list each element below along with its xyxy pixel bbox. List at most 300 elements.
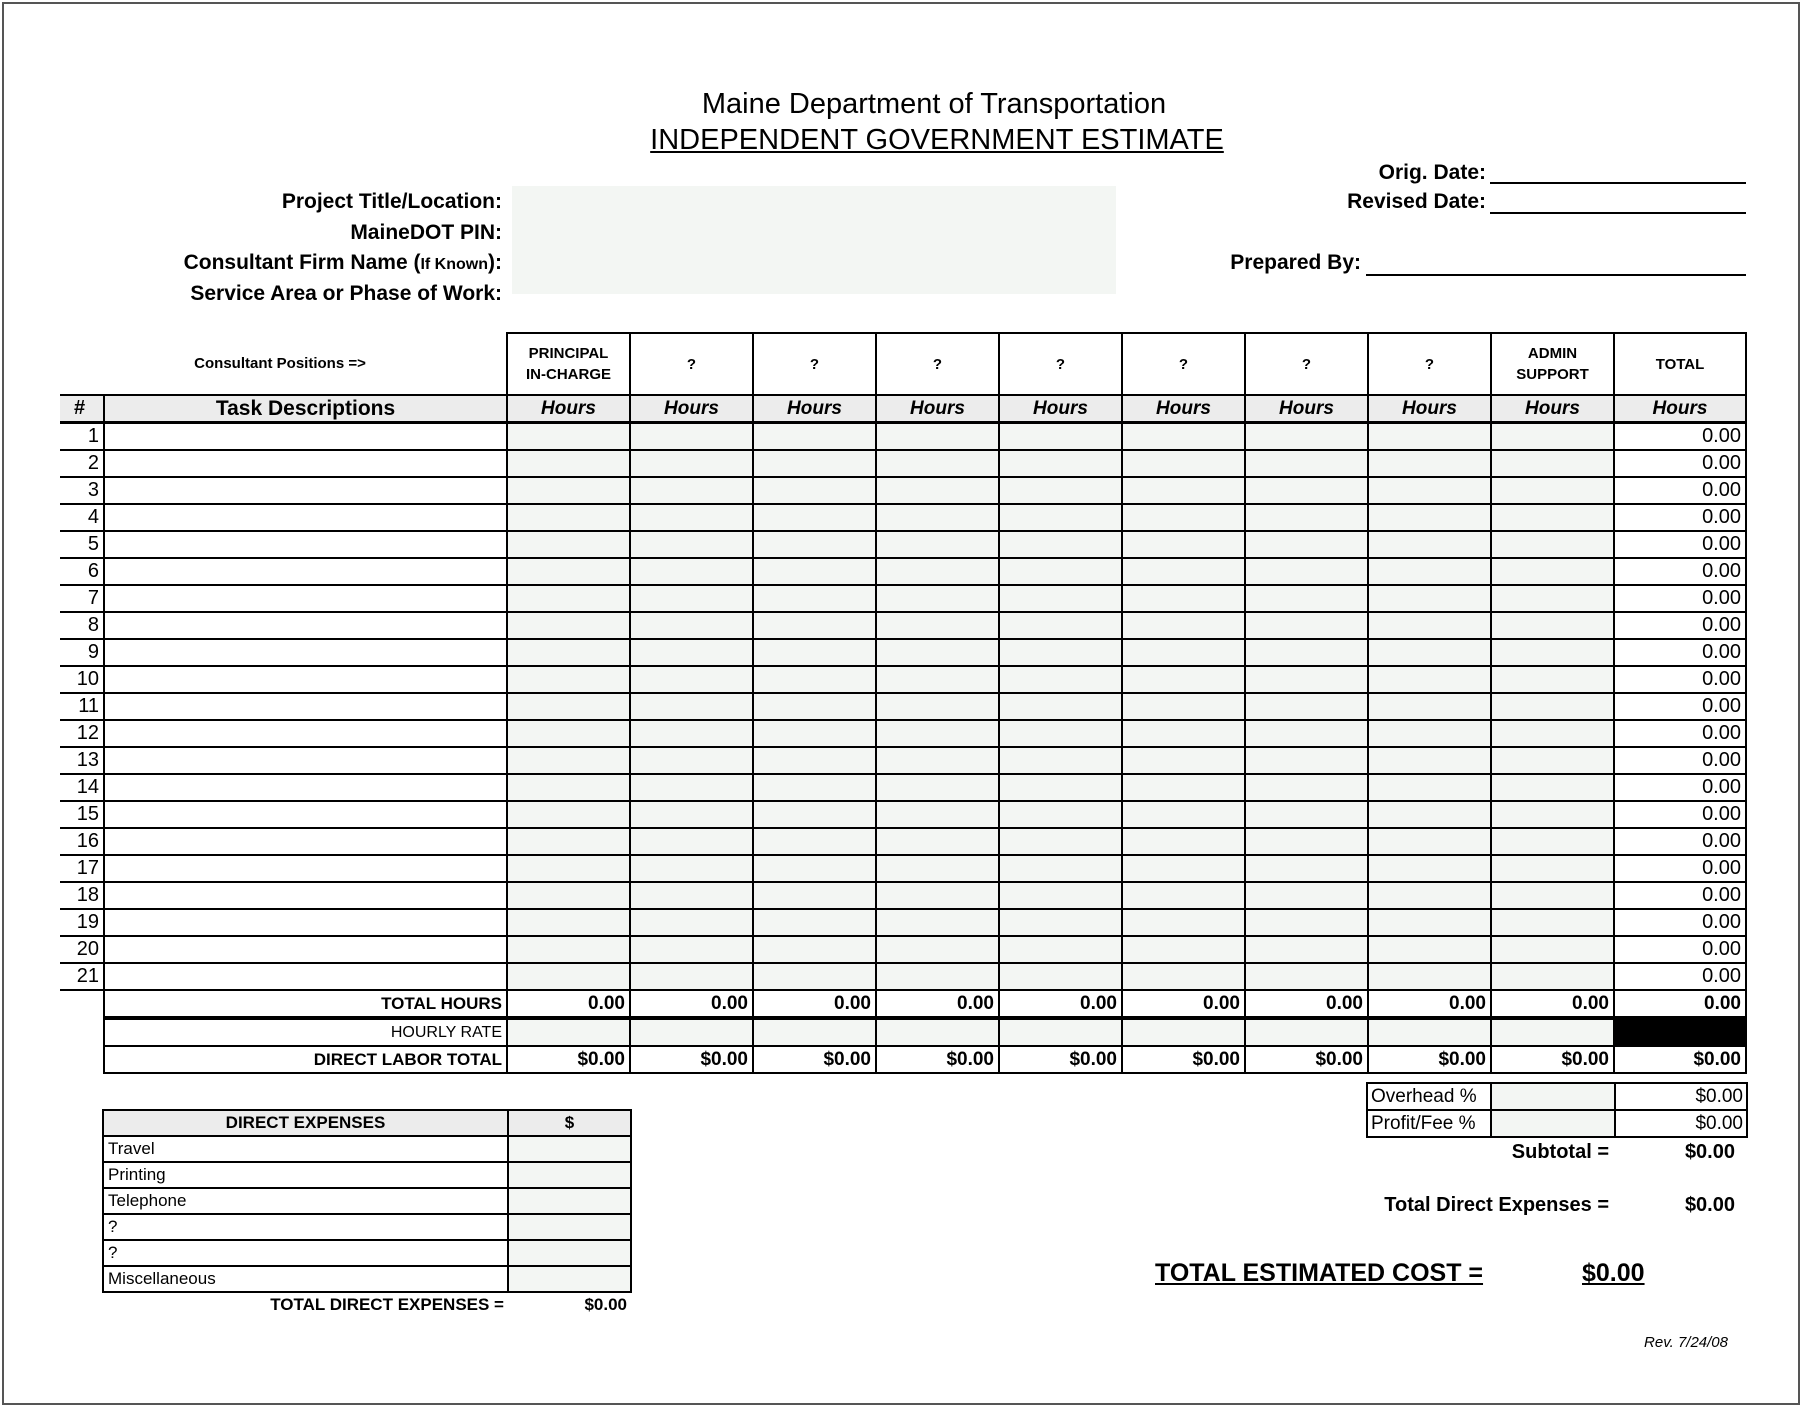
hours-input[interactable] — [1368, 693, 1491, 720]
hours-input[interactable] — [630, 747, 753, 774]
hours-input[interactable] — [1368, 720, 1491, 747]
task-description-input[interactable] — [104, 774, 507, 801]
project-title-label: Project Title/Location: — [281, 190, 502, 213]
hours-input[interactable] — [876, 504, 999, 531]
hourly-rate-input[interactable] — [999, 1018, 1122, 1046]
hours-input[interactable] — [630, 720, 753, 747]
hours-input[interactable] — [507, 531, 630, 558]
hourly-rate-input[interactable] — [753, 1018, 876, 1046]
hours-input[interactable] — [507, 423, 630, 451]
hours-input[interactable] — [1368, 666, 1491, 693]
hours-input[interactable] — [507, 801, 630, 828]
task-description-input[interactable] — [104, 747, 507, 774]
position-name: PRINCIPAL — [528, 345, 609, 362]
hours-input[interactable] — [1491, 558, 1614, 585]
position-header — [753, 333, 876, 395]
profit-value: $0.00 — [1615, 1110, 1747, 1137]
expense-amount-input[interactable] — [508, 1188, 631, 1214]
hours-unit-header: Hours — [507, 395, 630, 423]
total-hours-value: 0.00 — [1491, 990, 1614, 1018]
hours-input[interactable] — [507, 720, 630, 747]
row-number: 13 — [60, 747, 104, 774]
hours-input[interactable] — [507, 450, 630, 477]
row-total-hours: 0.00 — [1614, 477, 1746, 504]
hours-input[interactable] — [999, 720, 1122, 747]
hours-input[interactable] — [507, 909, 630, 936]
hours-input[interactable] — [1245, 963, 1368, 990]
hours-input[interactable] — [1122, 531, 1245, 558]
hours-input[interactable] — [507, 882, 630, 909]
hours-input[interactable] — [1245, 693, 1368, 720]
hours-input[interactable] — [1122, 558, 1245, 585]
task-row — [60, 855, 1746, 882]
hours-input[interactable] — [1491, 477, 1614, 504]
hours-input[interactable] — [876, 774, 999, 801]
hours-input[interactable] — [1122, 693, 1245, 720]
hours-input[interactable] — [1368, 423, 1491, 451]
task-description-input[interactable] — [104, 936, 507, 963]
hours-input[interactable] — [1368, 531, 1491, 558]
row-total-hours: 0.00 — [1614, 585, 1746, 612]
hours-input[interactable] — [1122, 504, 1245, 531]
hours-input[interactable] — [630, 666, 753, 693]
task-description-input[interactable] — [104, 828, 507, 855]
hours-input[interactable] — [1122, 639, 1245, 666]
hours-input[interactable] — [630, 531, 753, 558]
hours-input[interactable] — [1245, 558, 1368, 585]
task-description-input[interactable] — [104, 720, 507, 747]
hours-input[interactable] — [876, 585, 999, 612]
direct-labor-value: $0.00 — [1491, 1046, 1614, 1073]
task-row — [60, 612, 1746, 639]
hours-input[interactable] — [999, 612, 1122, 639]
hours-input[interactable] — [753, 504, 876, 531]
task-description-input[interactable] — [104, 612, 507, 639]
hours-input[interactable] — [753, 666, 876, 693]
hours-input[interactable] — [876, 612, 999, 639]
position-name: ? — [686, 355, 697, 373]
hours-input[interactable] — [1122, 450, 1245, 477]
hours-unit-header: Hours — [630, 395, 753, 423]
hours-input[interactable] — [507, 558, 630, 585]
hours-input[interactable] — [630, 882, 753, 909]
hours-input[interactable] — [753, 612, 876, 639]
direct-expenses-header: DIRECT EXPENSES — [103, 1110, 508, 1136]
hours-input[interactable] — [1491, 720, 1614, 747]
hours-unit-header: Hours — [1491, 395, 1614, 423]
direct-labor-value: $0.00 — [1245, 1046, 1368, 1073]
position-header — [1614, 333, 1746, 395]
hours-input[interactable] — [507, 612, 630, 639]
hours-input[interactable] — [1245, 936, 1368, 963]
hourly-rate-input[interactable] — [630, 1018, 753, 1046]
hours-input[interactable] — [1245, 612, 1368, 639]
task-row — [60, 882, 1746, 909]
total-hours-value: 0.00 — [999, 990, 1122, 1018]
hours-input[interactable] — [876, 639, 999, 666]
hours-input[interactable] — [999, 936, 1122, 963]
hours-input[interactable] — [1122, 747, 1245, 774]
expense-item-label: ? — [103, 1240, 508, 1266]
task-description-input[interactable] — [104, 639, 507, 666]
hours-input[interactable] — [999, 828, 1122, 855]
hours-input[interactable] — [1368, 747, 1491, 774]
hourly-rate-input[interactable] — [1491, 1018, 1614, 1046]
hours-input[interactable] — [876, 909, 999, 936]
expense-row — [103, 1162, 631, 1188]
hours-input[interactable] — [876, 666, 999, 693]
hours-input[interactable] — [1122, 423, 1245, 451]
task-row — [60, 693, 1746, 720]
form-title: INDEPENDENT GOVERNMENT ESTIMATE — [650, 124, 1224, 156]
hours-input[interactable] — [1368, 801, 1491, 828]
expense-amount-input[interactable] — [508, 1240, 631, 1266]
task-description-input[interactable] — [104, 963, 507, 990]
hours-input[interactable] — [753, 423, 876, 451]
hours-input[interactable] — [1122, 612, 1245, 639]
hours-input[interactable] — [1245, 828, 1368, 855]
hours-input[interactable] — [630, 801, 753, 828]
hours-input[interactable] — [999, 423, 1122, 451]
hours-input[interactable] — [753, 774, 876, 801]
hours-input[interactable] — [753, 882, 876, 909]
task-description-input[interactable] — [104, 882, 507, 909]
total-direct-expenses-value: $0.00 — [584, 1295, 627, 1314]
hours-input[interactable] — [876, 477, 999, 504]
row-number: 11 — [60, 693, 104, 720]
hours-input[interactable] — [1245, 423, 1368, 451]
hours-input[interactable] — [630, 909, 753, 936]
task-description-input[interactable] — [104, 693, 507, 720]
hours-input[interactable] — [1491, 882, 1614, 909]
hours-input[interactable] — [999, 801, 1122, 828]
row-number: 16 — [60, 828, 104, 855]
hours-input[interactable] — [999, 504, 1122, 531]
amount-header: $ — [508, 1110, 631, 1136]
hours-input[interactable] — [507, 936, 630, 963]
task-description-input[interactable] — [104, 531, 507, 558]
hours-input[interactable] — [1245, 909, 1368, 936]
hours-input[interactable] — [753, 720, 876, 747]
hours-input[interactable] — [999, 882, 1122, 909]
row-number: 12 — [60, 720, 104, 747]
expense-item-label: ? — [103, 1214, 508, 1240]
row-total-hours: 0.00 — [1614, 558, 1746, 585]
hours-input[interactable] — [1245, 666, 1368, 693]
hours-input[interactable] — [507, 666, 630, 693]
overhead-percent-input[interactable] — [1491, 1083, 1615, 1110]
hours-input[interactable] — [1368, 963, 1491, 990]
hours-input[interactable] — [999, 585, 1122, 612]
hours-input[interactable] — [630, 963, 753, 990]
hours-input[interactable] — [753, 639, 876, 666]
hours-input[interactable] — [1368, 774, 1491, 801]
hours-input[interactable] — [1368, 612, 1491, 639]
task-description-input[interactable] — [104, 585, 507, 612]
hours-input[interactable] — [876, 720, 999, 747]
service-area-label: Service Area or Phase of Work: — [190, 282, 502, 305]
hours-input[interactable] — [507, 477, 630, 504]
position-name: ADMIN — [1527, 345, 1578, 362]
prepared-by-field[interactable] — [1366, 274, 1746, 276]
hourly-rate-input[interactable] — [876, 1018, 999, 1046]
hours-input[interactable] — [876, 423, 999, 451]
task-description-input[interactable] — [104, 666, 507, 693]
hours-input[interactable] — [630, 585, 753, 612]
expense-amount-input[interactable] — [508, 1214, 631, 1240]
row-total-hours: 0.00 — [1614, 531, 1746, 558]
hours-input[interactable] — [753, 909, 876, 936]
hours-input[interactable] — [876, 882, 999, 909]
number-header: # — [60, 395, 104, 423]
hours-input[interactable] — [1122, 909, 1245, 936]
hours-input[interactable] — [1245, 531, 1368, 558]
hours-input[interactable] — [753, 936, 876, 963]
expense-amount-input[interactable] — [508, 1136, 631, 1162]
hours-input[interactable] — [1245, 639, 1368, 666]
overhead-box — [1366, 1082, 1748, 1138]
hours-input[interactable] — [1122, 882, 1245, 909]
hours-input[interactable] — [630, 855, 753, 882]
hours-input[interactable] — [1245, 801, 1368, 828]
hours-input[interactable] — [1491, 855, 1614, 882]
task-row — [60, 909, 1746, 936]
hourly-rate-input[interactable] — [1122, 1018, 1245, 1046]
position-header — [876, 333, 999, 395]
hours-input[interactable] — [999, 666, 1122, 693]
hours-input[interactable] — [630, 693, 753, 720]
row-number: 9 — [60, 639, 104, 666]
hours-input[interactable] — [1122, 828, 1245, 855]
hours-input[interactable] — [1491, 936, 1614, 963]
hours-input[interactable] — [876, 936, 999, 963]
hours-input[interactable] — [1368, 477, 1491, 504]
expense-amount-input[interactable] — [508, 1266, 631, 1292]
direct-labor-value: $0.00 — [1122, 1046, 1245, 1073]
hours-input[interactable] — [1122, 855, 1245, 882]
hours-input[interactable] — [753, 747, 876, 774]
hours-input[interactable] — [1491, 963, 1614, 990]
hours-input[interactable] — [507, 693, 630, 720]
hours-input[interactable] — [1491, 423, 1614, 451]
hours-input[interactable] — [999, 909, 1122, 936]
total-cost-label: TOTAL ESTIMATED COST = — [1155, 1259, 1484, 1287]
hours-input[interactable] — [753, 828, 876, 855]
hours-input[interactable] — [630, 774, 753, 801]
hours-input[interactable] — [1368, 828, 1491, 855]
hours-input[interactable] — [1122, 477, 1245, 504]
hours-input[interactable] — [1245, 747, 1368, 774]
task-row — [60, 774, 1746, 801]
hours-input[interactable] — [1368, 450, 1491, 477]
task-description-input[interactable] — [104, 909, 507, 936]
hours-input[interactable] — [1245, 477, 1368, 504]
hours-input[interactable] — [1491, 504, 1614, 531]
hours-input[interactable] — [1491, 774, 1614, 801]
hours-input[interactable] — [999, 450, 1122, 477]
total-hours-value: 0.00 — [630, 990, 753, 1018]
hours-input[interactable] — [1122, 720, 1245, 747]
hours-input[interactable] — [999, 855, 1122, 882]
hours-input[interactable] — [876, 855, 999, 882]
hours-input[interactable] — [507, 828, 630, 855]
hours-input[interactable] — [876, 828, 999, 855]
hours-input[interactable] — [1368, 909, 1491, 936]
hours-grid — [60, 332, 1747, 1074]
hours-input[interactable] — [1245, 504, 1368, 531]
hours-input[interactable] — [999, 639, 1122, 666]
hours-input[interactable] — [999, 693, 1122, 720]
hours-input[interactable] — [1491, 801, 1614, 828]
hours-input[interactable] — [876, 531, 999, 558]
hours-input[interactable] — [876, 693, 999, 720]
hours-input[interactable] — [1491, 828, 1614, 855]
hourly-rate-input[interactable] — [1245, 1018, 1368, 1046]
hours-input[interactable] — [999, 747, 1122, 774]
hours-input[interactable] — [1245, 450, 1368, 477]
hours-input[interactable] — [1368, 882, 1491, 909]
hours-input[interactable] — [1122, 963, 1245, 990]
hours-input[interactable] — [507, 504, 630, 531]
hours-input[interactable] — [507, 963, 630, 990]
hours-unit-header: Hours — [876, 395, 999, 423]
hours-input[interactable] — [999, 774, 1122, 801]
hours-input[interactable] — [1491, 909, 1614, 936]
position-name: ? — [1424, 355, 1435, 373]
hours-input[interactable] — [1245, 774, 1368, 801]
hours-input[interactable] — [1245, 855, 1368, 882]
position-header — [999, 333, 1122, 395]
hours-input[interactable] — [753, 531, 876, 558]
hours-input[interactable] — [1245, 882, 1368, 909]
row-total-hours: 0.00 — [1614, 936, 1746, 963]
hours-input[interactable] — [753, 558, 876, 585]
task-description-input[interactable] — [104, 477, 507, 504]
position-name: ? — [1178, 355, 1189, 373]
hours-input[interactable] — [753, 963, 876, 990]
hours-input[interactable] — [753, 585, 876, 612]
hours-input[interactable] — [999, 558, 1122, 585]
expense-row — [103, 1188, 631, 1214]
hours-input[interactable] — [1122, 936, 1245, 963]
hours-input[interactable] — [1122, 801, 1245, 828]
hours-input[interactable] — [876, 963, 999, 990]
hours-input[interactable] — [1122, 774, 1245, 801]
hours-input[interactable] — [1491, 450, 1614, 477]
hours-input[interactable] — [630, 504, 753, 531]
row-number: 10 — [60, 666, 104, 693]
task-row — [60, 936, 1746, 963]
hours-input[interactable] — [1491, 531, 1614, 558]
row-total-hours: 0.00 — [1614, 720, 1746, 747]
hours-input[interactable] — [1491, 693, 1614, 720]
total-hours-value: 0.00 — [753, 990, 876, 1018]
hours-input[interactable] — [1491, 639, 1614, 666]
hours-input[interactable] — [999, 531, 1122, 558]
hours-input[interactable] — [507, 639, 630, 666]
task-row — [60, 828, 1746, 855]
task-description-input[interactable] — [104, 855, 507, 882]
revision-note: Rev. 7/24/08 — [1644, 1334, 1728, 1351]
row-number: 3 — [60, 477, 104, 504]
revised-date-field[interactable] — [1490, 212, 1746, 214]
hours-input[interactable] — [630, 450, 753, 477]
hours-input[interactable] — [753, 450, 876, 477]
hours-input[interactable] — [1122, 666, 1245, 693]
hours-input[interactable] — [1491, 747, 1614, 774]
direct-labor-value: $0.00 — [630, 1046, 753, 1073]
hours-input[interactable] — [1122, 585, 1245, 612]
hours-unit-header: Hours — [1614, 395, 1746, 423]
hourly-rate-input[interactable] — [507, 1018, 630, 1046]
row-total-hours: 0.00 — [1614, 612, 1746, 639]
task-description-input[interactable] — [104, 801, 507, 828]
hours-input[interactable] — [630, 612, 753, 639]
profit-label: Profit/Fee % — [1367, 1110, 1491, 1137]
hours-input[interactable] — [1368, 936, 1491, 963]
hours-input[interactable] — [630, 477, 753, 504]
orig-date-label: Orig. Date: — [1378, 161, 1486, 184]
task-description-input[interactable] — [104, 450, 507, 477]
task-description-input[interactable] — [104, 504, 507, 531]
hours-input[interactable] — [1368, 504, 1491, 531]
hours-input[interactable] — [999, 477, 1122, 504]
task-description-input[interactable] — [104, 558, 507, 585]
project-info-input[interactable] — [512, 186, 1116, 294]
hours-input[interactable] — [753, 801, 876, 828]
task-description-input[interactable] — [104, 423, 507, 451]
hours-input[interactable] — [630, 558, 753, 585]
hours-input[interactable] — [1368, 855, 1491, 882]
hours-input[interactable] — [630, 639, 753, 666]
hours-input[interactable] — [1368, 558, 1491, 585]
row-total-hours: 0.00 — [1614, 801, 1746, 828]
hours-input[interactable] — [507, 747, 630, 774]
hours-input[interactable] — [507, 774, 630, 801]
hours-input[interactable] — [630, 936, 753, 963]
agency-title: Maine Department of Transportation — [701, 88, 1167, 120]
position-header — [630, 333, 753, 395]
hours-input[interactable] — [1245, 720, 1368, 747]
hours-input[interactable] — [630, 423, 753, 451]
hours-input[interactable] — [1245, 585, 1368, 612]
row-total-hours: 0.00 — [1614, 747, 1746, 774]
task-row — [60, 585, 1746, 612]
row-number: 2 — [60, 450, 104, 477]
hours-input[interactable] — [507, 585, 630, 612]
hours-input[interactable] — [876, 747, 999, 774]
orig-date-field[interactable] — [1490, 182, 1746, 184]
hours-input[interactable] — [753, 477, 876, 504]
hours-input[interactable] — [876, 801, 999, 828]
expense-amount-input[interactable] — [508, 1162, 631, 1188]
hours-input[interactable] — [1491, 612, 1614, 639]
hours-input[interactable] — [1491, 666, 1614, 693]
position-header — [1491, 333, 1614, 395]
hours-input[interactable] — [1368, 639, 1491, 666]
hours-input[interactable] — [876, 450, 999, 477]
hours-input[interactable] — [1491, 585, 1614, 612]
hours-input[interactable] — [753, 855, 876, 882]
hours-input[interactable] — [630, 828, 753, 855]
hours-input[interactable] — [753, 693, 876, 720]
hours-input[interactable] — [507, 855, 630, 882]
hours-input[interactable] — [999, 963, 1122, 990]
hours-input[interactable] — [876, 558, 999, 585]
hours-input[interactable] — [1368, 585, 1491, 612]
profit-percent-input[interactable] — [1491, 1110, 1615, 1137]
hourly-rate-input[interactable] — [1368, 1018, 1491, 1046]
